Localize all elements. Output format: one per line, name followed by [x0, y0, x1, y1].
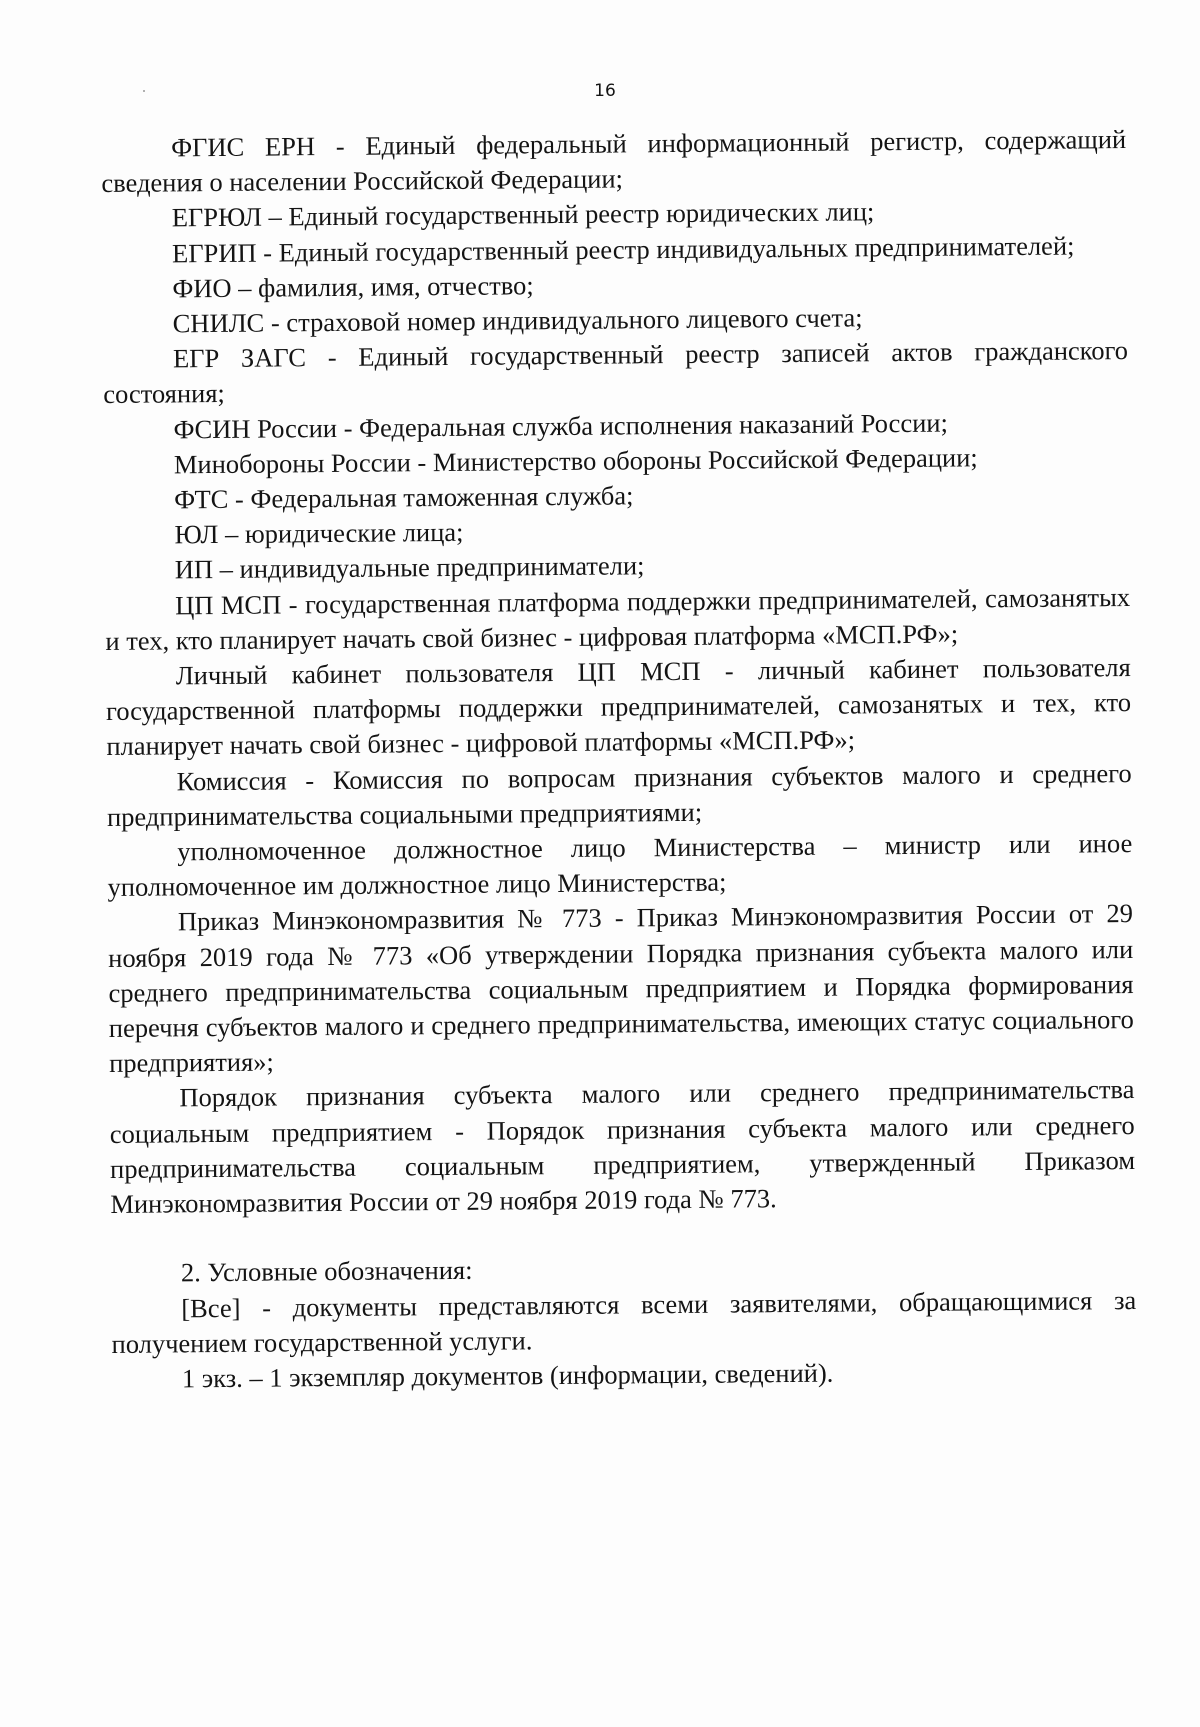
definition-personal-cabinet: Личный кабинет пользователя ЦП МСП - личный кабинет пользователя государственной платформы поддержки предпринимателей, самозанятых и тех, кто планирует начать свой бизнес - цифровой платформы «МСП.РФ»;: [105, 652, 1132, 762]
convention-copy: 1 экз. – 1 экземпляр документов (информации, сведений).: [181, 1357, 834, 1394]
definition-egr-zags: ЕГР ЗАГС - Единый государственный реестр записей актов гражданского состояния;: [103, 335, 1129, 410]
definition-fgis-ern: ФГИС ЕРН - Единый федеральный информационный регистр, содержащий сведения о населении Российской Федерации;: [101, 124, 1127, 199]
definition-minoborony: Минобороны России - Министерство обороны Российской Федерации;: [173, 442, 978, 480]
definition-egrip: ЕГРИП - Единый государственный реестр индивидуальных предпринимателей;: [171, 230, 1075, 268]
section-heading-conventions: 2. Условные обозначения:: [180, 1255, 473, 1288]
convention-all: [Все] - документы представляются всеми заявителями, обращающимися за получением государственной услуги.: [111, 1284, 1137, 1359]
definition-fsin: ФСИН России - Федеральная служба исполнения наказаний России;: [173, 407, 948, 445]
definition-commission: Комиссия - Комиссия по вопросам признания субъектов малого и среднего предпринимательства социальными предприятиями;: [106, 757, 1132, 832]
definition-recognition-procedure: Порядок признания субъекта малого или среднего предпринимательства социальным предприятием - Порядок признания субъекта малого или среднего предпринимательства социальным предприятием, утвержденный Приказом Минэкономразвития России от 29 ноября 2019 года № 773.: [109, 1074, 1136, 1220]
definition-order-773: Приказ Минэкономразвития № 773 - Приказ Минэкономразвития России от 29 ноября 2019 года № 773 «Об утверждении Порядка признания субъекта малого или среднего предпринимательства социальным предприятием и Порядка формирования перечня субъектов малого и среднего предпринимательства, имеющих статус социального предприятия»;: [108, 898, 1134, 1079]
definition-fts: ФТС - Федеральная таможенная служба;: [174, 480, 634, 515]
page-number: 16: [594, 81, 616, 101]
definition-egrul: ЕГРЮЛ – Единый государственный реестр юридических лиц;: [171, 196, 875, 233]
document-body: [101, 122, 1137, 1397]
definition-snils: СНИЛС - страховой номер индивидуального лицевого счета;: [172, 302, 863, 339]
definition-authorized-official: уполномоченное должностное лицо Министерства – министр или иное уполномоченное им должностное лицо Министерства;: [107, 828, 1133, 903]
definition-fio: ФИО – фамилия, имя, отчество;: [172, 270, 534, 304]
definition-ip: ИП – индивидуальные предприниматели;: [174, 550, 645, 585]
definition-cp-msp: ЦП МСП - государственная платформа поддержки предпринимателей, самозанятых и тех, кто планирует начать свой бизнес - цифровая платформа «МСП.РФ»;: [105, 581, 1131, 656]
definition-yul: ЮЛ – юридические лица;: [174, 517, 464, 550]
